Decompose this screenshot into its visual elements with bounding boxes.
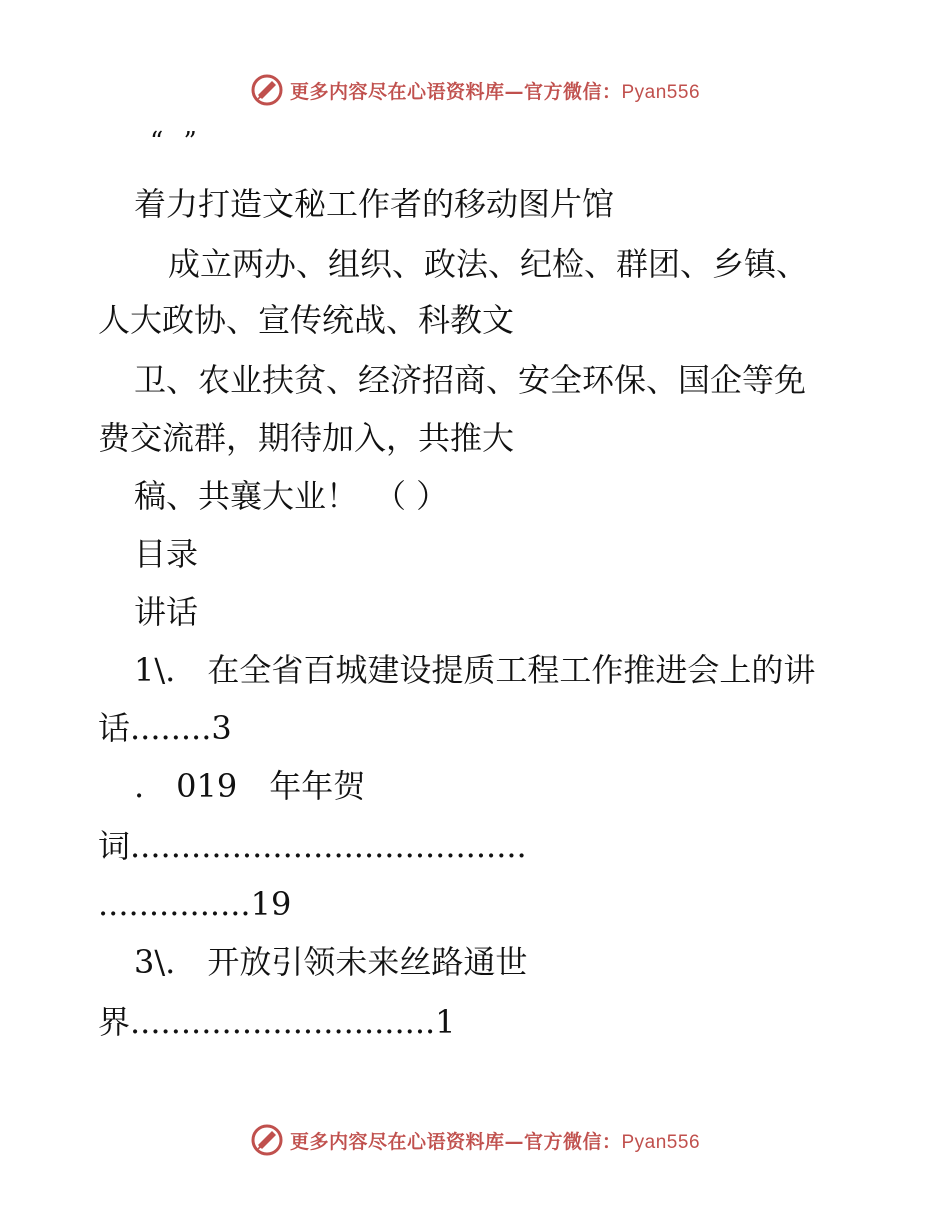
paragraph-line: 费交流群，期待加入，共推大 xyxy=(98,419,515,457)
toc-item: 词....................................... xyxy=(98,827,527,865)
toc-item: 1\. 在全省百城建设提质工程工作推进会上的讲 xyxy=(134,651,816,689)
section-heading: 讲话 xyxy=(134,593,199,631)
toc-item: 话........3 xyxy=(98,709,232,747)
watermark-footer xyxy=(0,1120,950,1160)
toc-item: 3\. 开放引领未来丝路通世 xyxy=(134,943,528,981)
paragraph-line: 人大政协、宣传统战、科教文 xyxy=(98,301,515,339)
toc-title: 目录 xyxy=(134,535,199,573)
watermark-text: 更多内容尽在心语资料库—官方微信：Pyan556 xyxy=(289,1130,701,1153)
toc-item: . 019 年年贺 xyxy=(134,767,366,805)
pen-logo-icon xyxy=(250,1123,284,1157)
paragraph-line: 着力打造文秘工作者的移动图片馆 xyxy=(134,185,615,223)
paragraph-line: 稿、共襄大业！ （ ） xyxy=(134,477,449,515)
watermark-header xyxy=(0,70,950,110)
toc-item: ...............19 xyxy=(98,885,292,923)
pen-logo-icon xyxy=(250,73,284,107)
paragraph-line: 卫、农业扶贫、经济招商、安全环保、国企等免 xyxy=(134,361,807,399)
toc-item: 界..............................1 xyxy=(98,1003,456,1041)
paragraph-line: 成立两办、组织、政法、纪检、群团、乡镇、 xyxy=(168,245,809,283)
quote-marks: “ ” xyxy=(150,127,203,157)
watermark-text: 更多内容尽在心语资料库—官方微信：Pyan556 xyxy=(289,80,701,103)
